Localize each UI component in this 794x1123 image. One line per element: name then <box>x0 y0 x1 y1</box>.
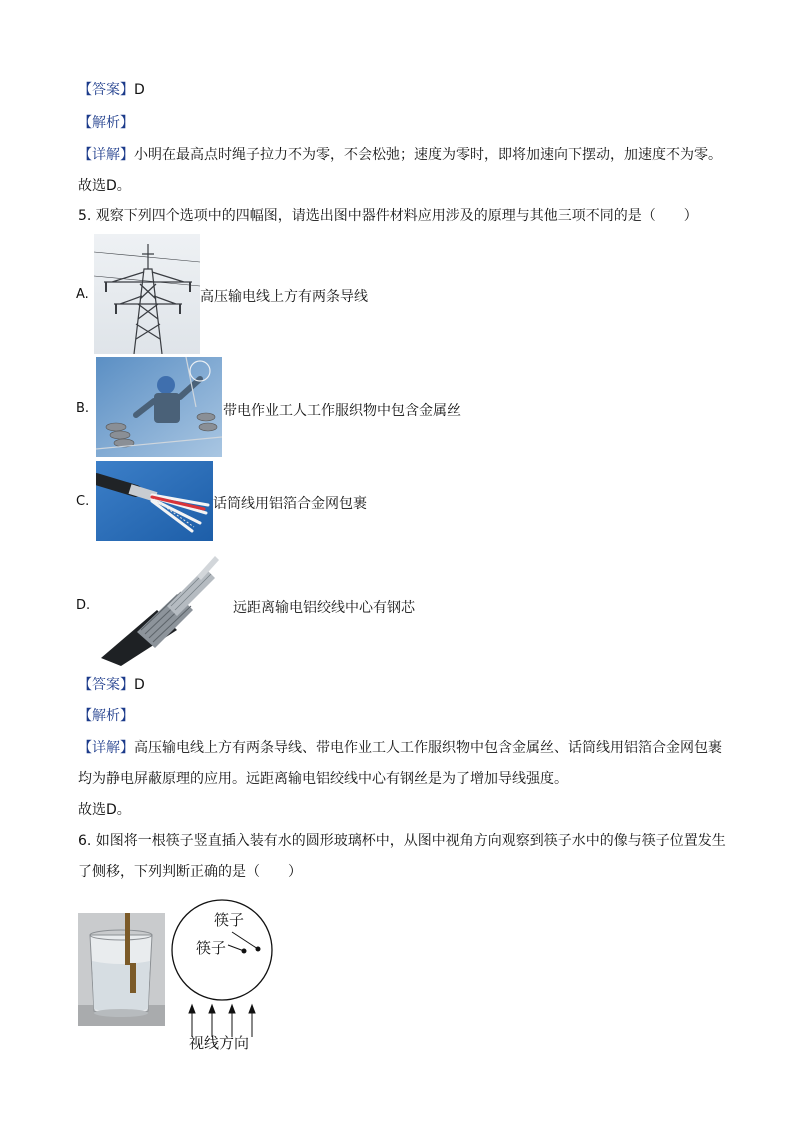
glass-of-water-icon <box>78 913 165 1026</box>
chopstick-label-left: 筷子 <box>196 939 227 957</box>
detail-label: 【详解】 <box>78 147 134 163</box>
q4-detail <box>78 145 722 165</box>
detail-text: 高压输电线上方有两条导线、带电作业工人工作服织物中包含金属丝、话筒线用铝箔合金网包裹 <box>134 740 722 756</box>
option-b-letter: B. <box>76 401 90 416</box>
detail-label: 【详解】 <box>78 740 134 756</box>
q4-answer <box>78 80 145 100</box>
lineman-photo-icon <box>96 357 222 457</box>
option-c-image <box>96 461 213 541</box>
option-a-letter: A. <box>76 287 89 302</box>
answer-label: 【答案】 <box>78 677 134 693</box>
option-b-image <box>96 357 222 457</box>
q4-analysis-label: 【解析】 <box>78 115 134 131</box>
chopstick-label-top: 筷子 <box>214 911 245 929</box>
steel-core-cable-icon <box>97 554 221 666</box>
q5-analysis-label: 【解析】 <box>78 708 134 724</box>
view-direction-label: 视线方向 <box>189 1034 250 1052</box>
answer-value: D <box>134 677 145 693</box>
option-d-letter: D. <box>76 598 91 613</box>
option-c-letter: C. <box>76 494 90 509</box>
option-a-text: 高压输电线上方有两条导线 <box>200 289 368 305</box>
q6-stem-line2: 了侧移，下列判断正确的是（ ） <box>78 864 302 880</box>
q4-conclusion: 故选D。 <box>78 178 131 194</box>
q5-detail-line2: 均为静电屏蔽原理的应用。远距离输电铝绞线中心有钢丝是为了增加导线强度。 <box>78 771 568 787</box>
option-b-text: 带电作业工人工作服织物中包含金属丝 <box>223 403 461 419</box>
option-a-image <box>94 234 200 354</box>
option-d-text: 远距离输电铝绞线中心有钢芯 <box>233 600 415 616</box>
shielded-cable-icon <box>96 461 213 541</box>
q5-answer <box>78 675 145 695</box>
power-tower-icon <box>94 234 200 354</box>
option-c-text: 话筒线用铝箔合金网包裹 <box>213 496 367 512</box>
answer-label: 【答案】 <box>78 82 134 98</box>
glass-photo <box>78 913 165 1026</box>
q5-detail-line1 <box>78 738 722 758</box>
answer-value: D <box>134 82 145 98</box>
q6-stem-line1: 6. 如图将一根筷子竖直插入装有水的圆形玻璃杯中，从图中视角方向观察到筷子水中的像与筷子位置发生 <box>78 833 726 849</box>
detail-text: 小明在最高点时绳子拉力不为零，不会松弛；速度为零时，即将加速向下摆动，加速度不为零。 <box>134 147 722 163</box>
q5-conclusion: 故选D。 <box>78 802 131 818</box>
q5-stem: 5. 观察下列四个选项中的四幅图，请选出图中器件材料应用涉及的原理与其他三项不同的是（ ） <box>78 208 698 224</box>
option-d-image <box>97 554 221 666</box>
